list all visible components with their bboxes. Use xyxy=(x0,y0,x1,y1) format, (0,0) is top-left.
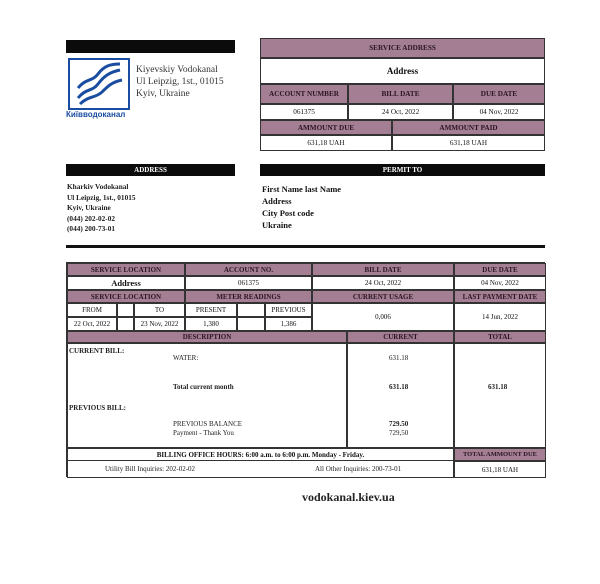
current-usage-header: CURRENT USAGE xyxy=(312,290,454,303)
account-no-value: 061375 xyxy=(185,276,312,290)
to-value: 23 Nov, 2022 xyxy=(134,317,185,331)
bill-date-value: 24 Oct, 2022 xyxy=(348,104,453,120)
total-header: TOTAL xyxy=(454,331,546,343)
service-location-value: Address xyxy=(67,276,185,290)
permit-block xyxy=(262,183,341,231)
total-current-value: 631.18 xyxy=(389,383,409,391)
total-body xyxy=(454,343,546,448)
service-location-header-2: SERVICE LOCATION xyxy=(67,290,185,303)
permit-line: Ukraine xyxy=(262,220,292,230)
address-line: Kharkiv Vodokanal xyxy=(67,182,129,191)
account-no-header: ACCOUNT NO. xyxy=(185,263,312,276)
utility-inquiries: Utility Bill Inquiries: 202-02-02 xyxy=(105,465,196,473)
water-label: WATER: xyxy=(173,354,199,362)
due-date-header: DUE DATE xyxy=(454,263,546,276)
last-payment-header: LAST PAYMENT DATE xyxy=(454,290,546,303)
company-street: Ul Leipzig, 1st., 01015 xyxy=(136,77,224,87)
to-header: TO xyxy=(134,303,185,317)
bill-date-label: BILL DATE xyxy=(348,84,453,104)
total-amount-due-label: TOTAL AMMOUNT DUE xyxy=(454,448,546,461)
service-address-panel xyxy=(260,38,545,151)
address-line: Kyiv, Ukraine xyxy=(67,203,111,212)
address-block xyxy=(67,182,136,235)
bill-date-header: BILL DATE xyxy=(312,263,454,276)
present-value: 1,380 xyxy=(185,317,237,331)
logo-icon xyxy=(68,58,130,110)
previous-balance-label: PREVIOUS BALANCE xyxy=(173,420,243,428)
spacer-cell xyxy=(237,303,265,317)
total-value: 631.18 xyxy=(488,383,508,391)
previous-balance-value: 729.50 xyxy=(389,420,409,428)
previous-value: 1,386 xyxy=(265,317,312,331)
total-amount-due-value: 631,18 UAH xyxy=(454,461,546,478)
from-header: FROM xyxy=(67,303,117,317)
account-number-value: 061375 xyxy=(260,104,348,120)
header-bar-left xyxy=(66,40,235,53)
spacer-cell xyxy=(117,317,134,331)
other-inquiries: All Other Inquiries: 200-73-01 xyxy=(315,465,402,473)
logo-caption: Київводоканал xyxy=(66,110,126,119)
section-divider xyxy=(66,245,545,248)
payment-label: Payment - Thank You xyxy=(173,429,234,437)
spacer-cell xyxy=(237,317,265,331)
bill-table xyxy=(66,262,545,477)
payment-value: 729,50 xyxy=(389,429,409,437)
office-hours: BILLING OFFICE HOURS: 6:00 a.m. to 6:00 p.m. Monday - Friday. xyxy=(67,448,454,461)
current-usage-value: 0,006 xyxy=(312,303,454,331)
permit-header: PERMIT TO xyxy=(260,164,545,176)
permit-line: First Name last Name xyxy=(262,184,342,194)
current-header: CURRENT xyxy=(347,331,454,343)
service-location-header: SERVICE LOCATION xyxy=(67,263,185,276)
address-line: (044) 202-02-02 xyxy=(67,213,116,223)
address-header: ADDRESS xyxy=(66,164,235,176)
previous-header: PREVIOUS xyxy=(265,303,312,317)
last-payment-value: 14 Jun, 2022 xyxy=(454,303,546,331)
spacer-cell xyxy=(117,303,134,317)
meter-readings-header: METER READINGS xyxy=(185,290,312,303)
amount-paid-value: 631,18 UAH xyxy=(392,135,545,151)
permit-line: Address xyxy=(262,196,292,206)
water-value: 631.18 xyxy=(389,354,409,362)
address-line: Ul Leipzig, 1st., 01015 xyxy=(67,192,136,202)
bill-date-value: 24 Oct, 2022 xyxy=(312,276,454,290)
amount-due-label: AMMOUNT DUE xyxy=(260,120,392,135)
address-line: (044) 200-73-01 xyxy=(67,224,116,233)
current-bill-label: CURRENT BILL: xyxy=(69,347,125,355)
service-address-value: Address xyxy=(260,58,545,84)
website-url[interactable]: vodokanal.kiev.ua xyxy=(302,490,395,504)
company-city: Kyiv, Ukraine xyxy=(136,89,190,99)
due-date-value: 04 Nov, 2022 xyxy=(453,104,545,120)
account-number-label: ACCOUNT NUMBER xyxy=(260,84,348,104)
service-address-header: SERVICE ADDRESS xyxy=(260,38,545,58)
amount-due-value: 631,18 UAH xyxy=(260,135,392,151)
permit-line: City Post code xyxy=(262,208,314,218)
company-name: Kiyevskiy Vodokanal xyxy=(136,65,218,75)
due-date-label: DUE DATE xyxy=(453,84,545,104)
previous-bill-label: PREVIOUS BILL: xyxy=(69,404,126,412)
amount-paid-label: AMMOUNT PAID xyxy=(392,120,545,135)
from-value: 22 Oct, 2022 xyxy=(67,317,117,331)
company-info xyxy=(136,64,224,100)
description-header: DESCRIPTION xyxy=(67,331,347,343)
due-date-value: 04 Nov, 2022 xyxy=(454,276,546,290)
total-current-label: Total current month xyxy=(173,383,234,391)
present-header: PRESENT xyxy=(185,303,237,317)
